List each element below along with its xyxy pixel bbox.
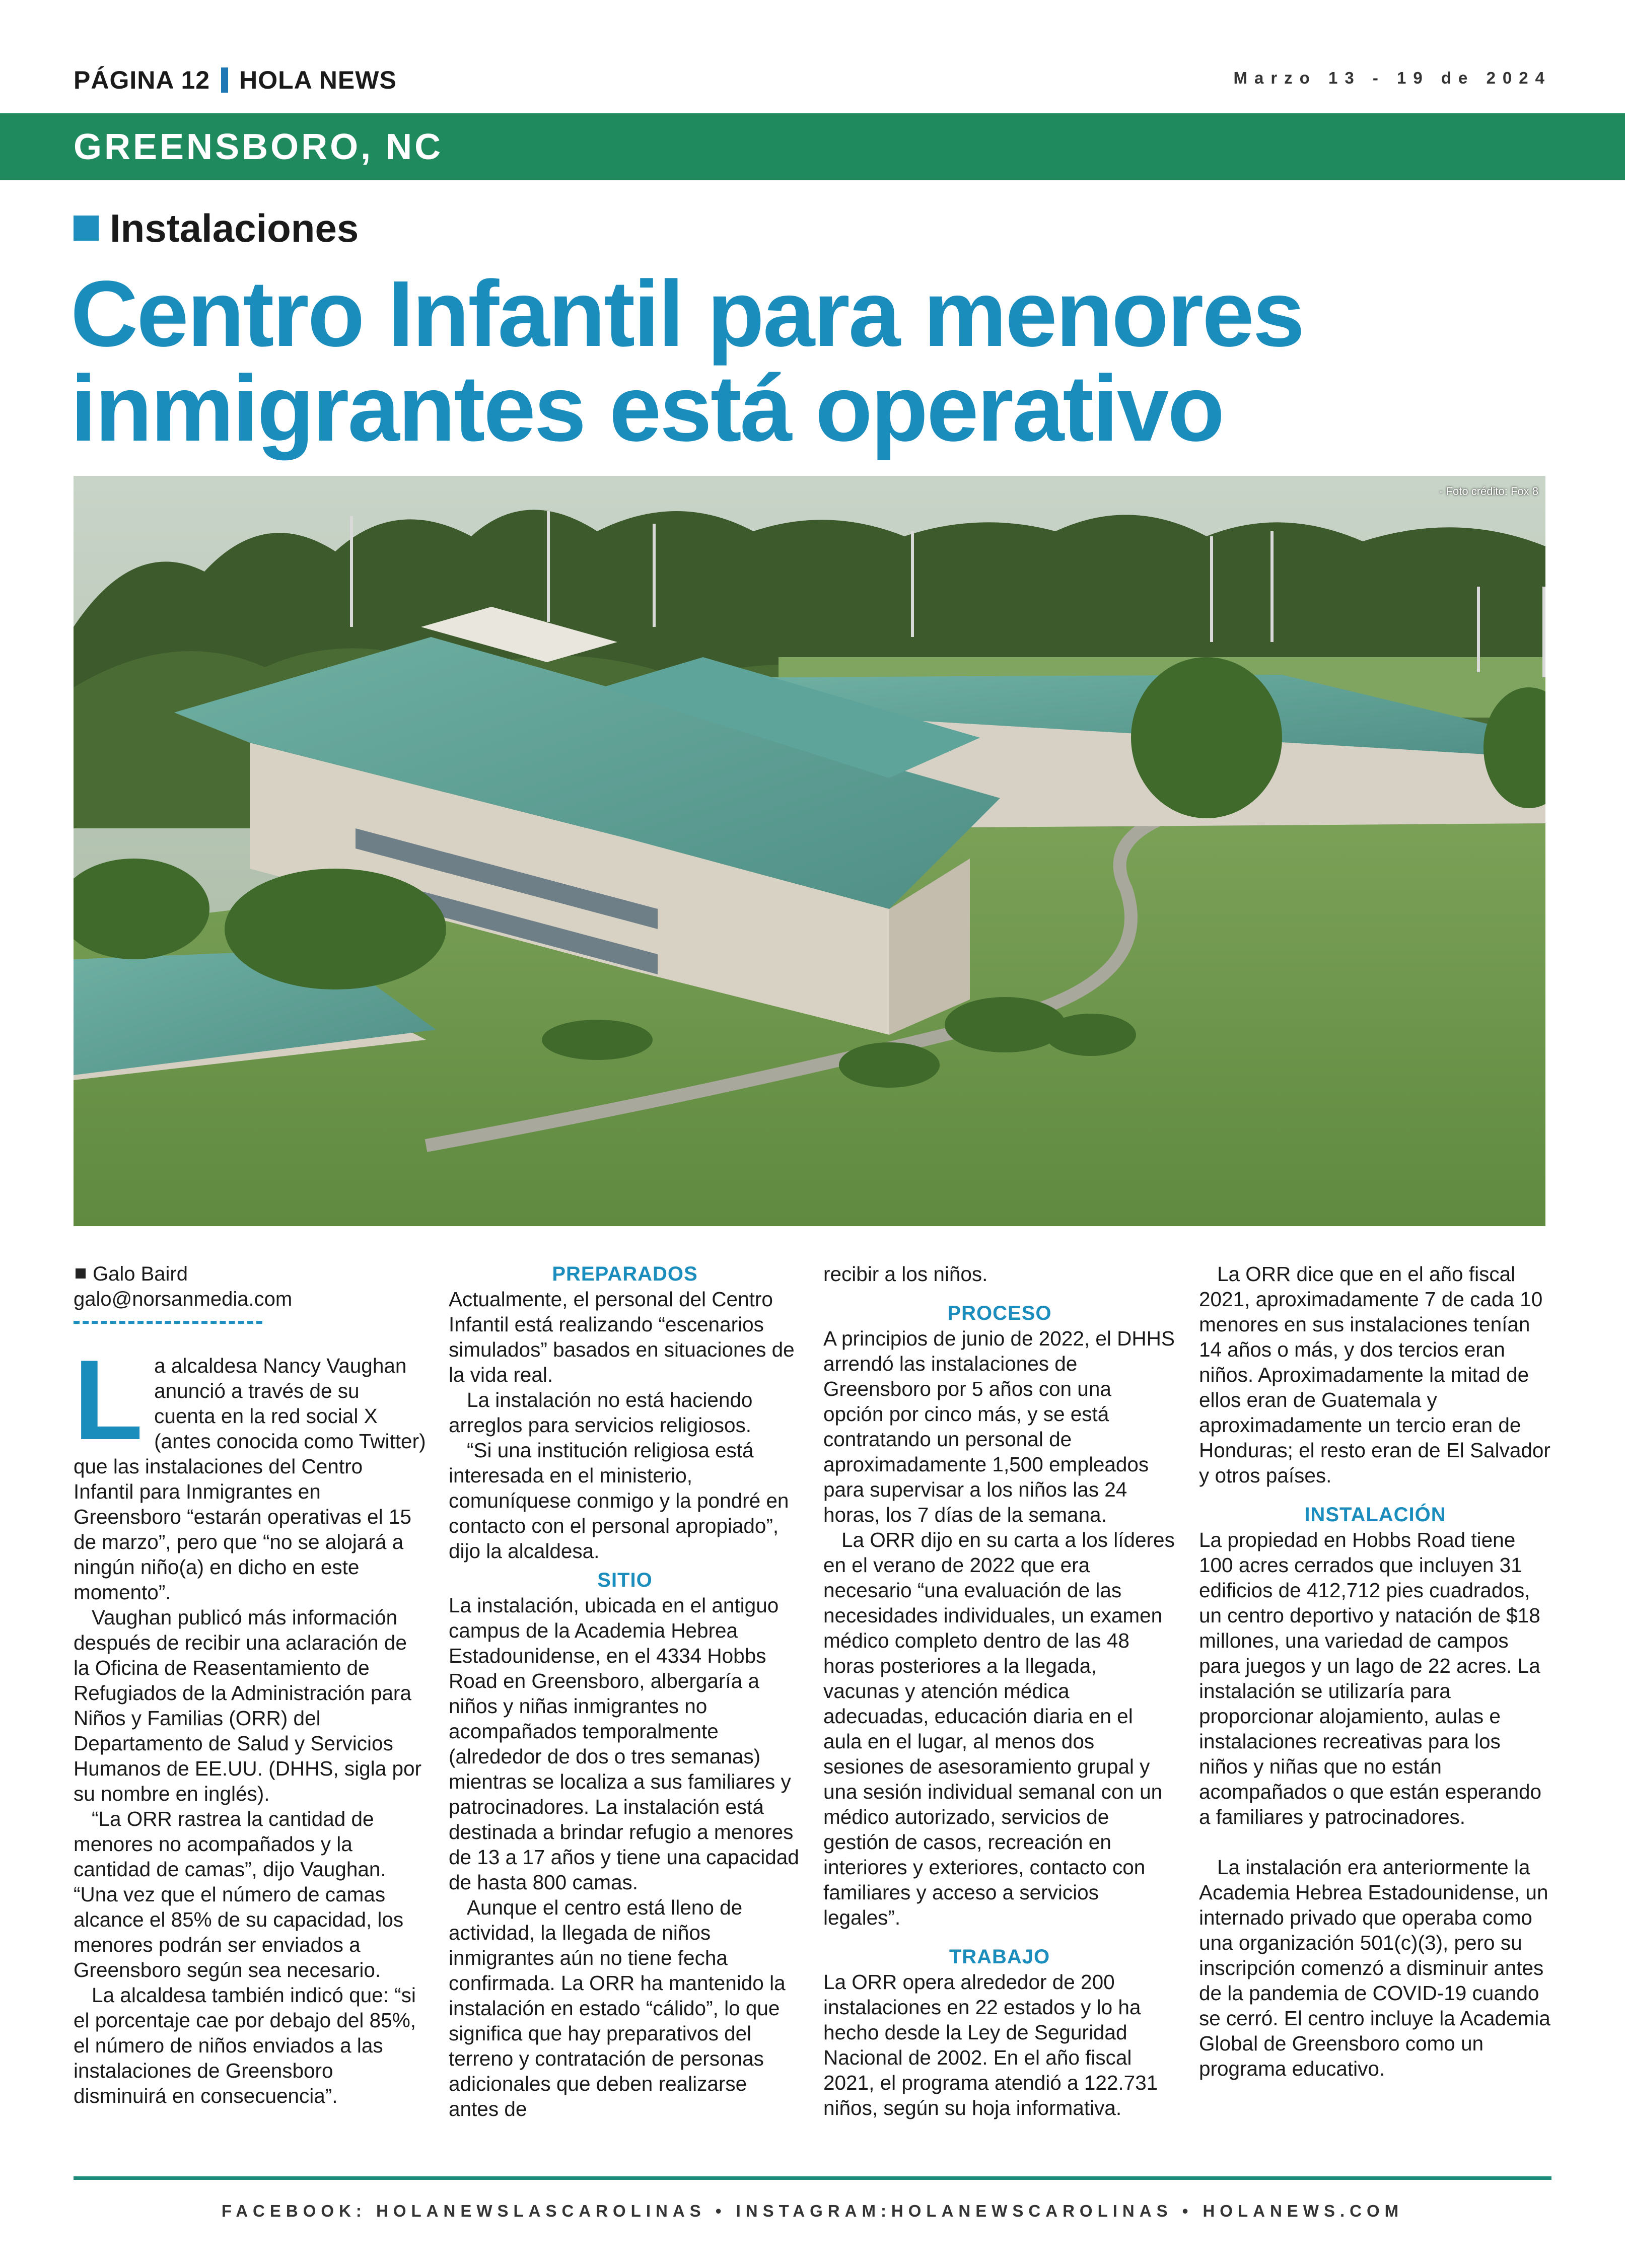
city-name: GREENSBORO, NC [74,127,444,167]
subhead-trabajo: TRABAJO [949,1946,1050,1968]
headline-line-2: inmigrantes está operativo [70,357,1224,461]
campus-aerial-illustration [74,476,1545,1226]
paragraph: La ORR opera alrededor de 200 instalaciones en 22 estados y lo ha hecho desde la Ley de Seguridad Nacional de 2002. En el año fiscal 2021, el programa atendió a 122.731 niños, según su hoja informativa. [823,1970,1158,2119]
subhead-sitio: SITIO [597,1569,653,1591]
subhead-proceso: PROCESO [947,1302,1052,1324]
paragraph: A principios de junio de 2022, el DHHS arrendó las instalaciones de Greensboro por 5 años con una opción por cinco más, y se está contratando un personal de aproximadamente 1,500 empleados para supervisar a los niños las 24 horas, los 7 días de la semana. [823,1327,1175,1526]
issue-date: Marzo 13 - 19 de 2024 [1233,68,1551,87]
paragraph: Vaughan publicó más información después de recibir una aclaración de la Oficina de Reasentamiento de Refugiados de la Administración para Niños y Familias (ORR) del Departamento de Salud y Servicios Humanos de EE.UU. (DHHS, sigla por su nombre en inglés). [74,1606,421,1805]
page-number: PÁGINA 12 [74,66,210,94]
headline-line-1: Centro Infantil para menores [70,262,1304,366]
paragraph: recibir a los niños. [823,1262,988,1286]
subhead-instalacion: INSTALACIÓN [1304,1504,1446,1526]
page-label [74,65,397,95]
footer-social-links[interactable]: FACEBOOK: HOLANEWSLASCAROLINAS • INSTAGRAM:HOLANEWSCAROLINAS • HOLANEWS.COM [221,2202,1404,2220]
byline [74,1261,426,1287]
publication-name: HOLA NEWS [239,66,397,94]
lead-paragraph-text: a alcaldesa Nancy Vaughan anunció a través de su cuenta en la red social X (antes conocida como Twitter) que las instalaciones del Centro Infantil para Inmigrantes en Greensboro “estarán operativas el 15 de marzo”, pero que “no se alojará a ningún niño(a) en dicho en este momento”. [74,1354,426,1604]
paragraph: “La ORR rastrea la cantidad de menores no acompañados y la cantidad de camas”, dijo Vaughan. “Una vez que el número de camas alcance el 85% de su capacidad, los menores podrán ser enviados a Greensboro según sea necesario. [74,1807,404,1981]
section-tag [74,205,359,251]
paragraph: La propiedad en Hobbs Road tiene 100 acres cerrados que incluyen 31 edificios de 412,712 pies cuadrados, un centro deportivo y natación de $18 millones, una variedad de campos para juegos y un lago de 22 acres. La instalación se utilizaría para proporcionar alojamiento, aulas e instalaciones recreativas para los niños y niñas que no están acompañados o que están esperando a familiares y patrocinadores. [1199,1528,1542,1828]
paragraph: Actualmente, el personal del Centro Infantil está realizando “escenarios simulados” basados en situaciones de la vida real. [449,1288,795,1386]
paragraph: La alcaldesa también indicó que: “si el porcentaje cae por debajo del 85%, el número de niños enviados a las instalaciones de Greensboro disminuirá en consecuencia”. [74,1983,416,2107]
separator-bar [221,67,228,93]
author-email[interactable]: galo@norsanmedia.com [74,1288,293,1310]
byline-divider [74,1321,262,1324]
article-column-2 [449,1261,801,2121]
article-column-3 [823,1261,1176,2120]
square-bullet-icon [76,1268,86,1279]
paragraph: La instalación, ubicada en el antiguo campus de la Academia Hebrea Estadounidense, en el 4334 Hobbs Road en Greensboro, albergaría a niños y niñas inmigrantes no acompañados temporalmente (alrededor de dos o tres semanas) mientras se localiza a sus familiares y patrocinadores. La instalación está destinada a brindar refugio a menores de 13 a 17 años y tiene una capacidad de hasta 800 camas. [449,1594,799,1894]
footer-rule [74,2176,1551,2180]
article-column-4 [1199,1261,1551,2081]
paragraph: La instalación era anteriormente la Academia Hebrea Estadounidense, un internado privado que operaba como una organización 501(c)(3), pero su inscripción comenzó a disminuir antes de la pandemia de COVID-19 cuando se cerró. El centro incluye la Academia Global de Greensboro como un programa educativo. [1199,1856,1550,2080]
headline [70,262,1581,461]
paragraph: La ORR dijo en su carta a los líderes en el verano de 2022 que era necesario “una evaluación de las necesidades individuales, un examen médico completo dentro de las 48 horas posteriores a la llegada, vacunas y atención médica adecuadas, educación diaria en el aula en el lugar, al menos dos sesiones de asesoramiento grupal y una sesión individual semanal con un médico autorizado, servicios de gestión de casos, recreación en interiores y exteriores, contacto con familiares y acceso a servicios legales”. [823,1528,1175,1929]
square-bullet-icon [74,216,99,241]
section-label: Instalaciones [110,206,359,250]
subhead-preparados: PREPARADOS [552,1263,698,1285]
author-name: Galo Baird [93,1263,188,1285]
paragraph: Aunque el centro está lleno de actividad, la llegada de niños inmigrantes aún no tiene fecha confirmada. La ORR ha mantenido la instalación en estado “cálido”, lo que significa que hay preparativos del terreno y contratación de personas adicionales que deben realizarse antes de [449,1896,786,2120]
paragraph: “Si una institución religiosa está interesada en el ministerio, comuníquese conmigo y la pondré en contacto con el personal apropiado”, dijo la alcaldesa. [449,1439,789,1563]
article-body [74,1261,1551,2130]
drop-cap: L [74,1336,144,1463]
paragraph-gap [1199,1829,1551,1855]
page-header [74,65,1551,101]
article-photo [74,476,1545,1226]
article-column-1 [74,1261,426,2108]
lead-paragraph [74,1336,426,1605]
city-band [0,113,1625,180]
paragraph: La ORR dice que en el año fiscal 2021, aproximadamente 7 de cada 10 menores en sus instalaciones tenían 14 años o más, y dos tercios eran niños. Aproximadamente la mitad de ellos eran de Guatemala y aproximadamente un tercio eran de Honduras; el resto eran de El Salvador y otros países. [1199,1262,1550,1487]
paragraph: La instalación no está haciendo arreglos para servicios religiosos. [449,1388,753,1437]
photo-credit: - Foto crédito: Fox 8 [1439,485,1538,498]
